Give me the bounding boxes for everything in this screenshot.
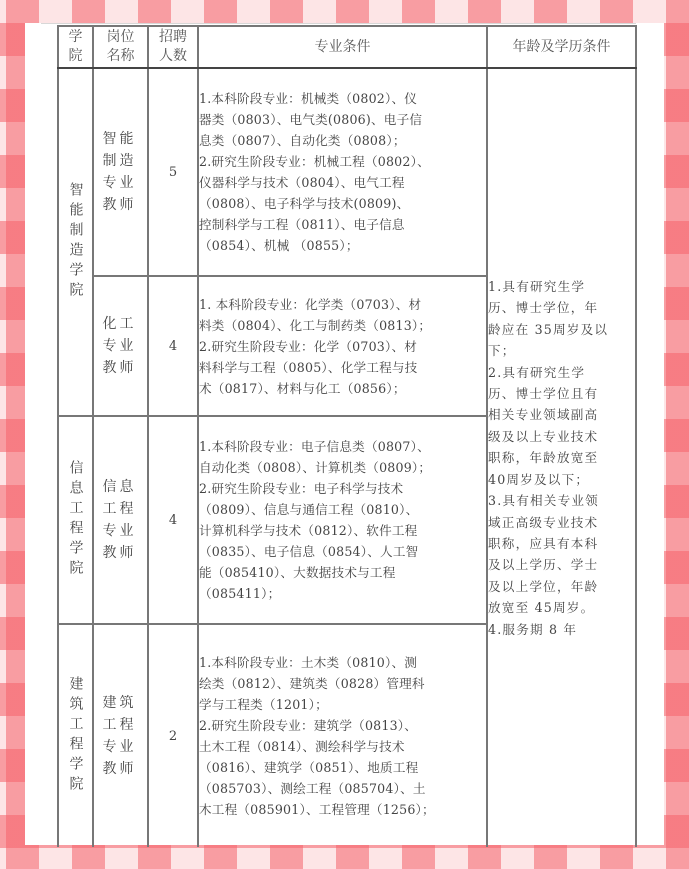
header-position: 岗位 名称 — [93, 26, 148, 68]
position-cell — [93, 416, 148, 624]
count-cell: 4 — [148, 276, 198, 416]
position-name: 信息 工程 专业 教师 — [102, 479, 137, 561]
document-card — [25, 23, 664, 845]
recruitment-table — [57, 25, 637, 847]
count-cell: 4 — [148, 416, 198, 624]
count-cell: 5 — [148, 68, 198, 276]
position-name: 化工 专业 教师 — [102, 316, 137, 376]
header-college: 学 院 — [58, 26, 93, 68]
major-cell: 1. 本科阶段专业：化学类（0703）、材 料类（0804）、化工与制药类（0813）； 2.研究生阶段专业：化学（0703）、材 料科学与工程（0805）、化学工程与技 术（0817）、材料与化工（0856）； — [198, 276, 487, 416]
position-cell — [93, 276, 148, 416]
college-cell — [58, 68, 93, 416]
major-cell: 1.本科阶段专业：机械类（0802）、仪 器类（0803）、电气类(0806)、电子信 息类（0807）、自动化类（0808）； 2.研究生阶段专业：机械工程（0802）、 仪器科学与技术（0804）、电气工程 （0808）、电子科学与技术(0809)、 控制科学与工程（0811）、电子信息 （0854）、机械 （0855）； — [198, 68, 487, 276]
age-education-cell: 1.具有研究生学 历、博士学位，年 龄应在 35周岁及以 下； 2.具有研究生学 历、博士学位且有 相关专业领域副高 级及以上专业技术 职称，年龄放宽至 40周岁及以下； 3.具有相关专业领 域正高级专业技术 职称，应具有本科 及以上学历、学士 及以上学位，年龄 放宽至 45周岁。 4.服务期 8 年 — [487, 68, 636, 847]
position-name: 智能 制造 专业 教师 — [102, 131, 137, 213]
position-cell — [93, 624, 148, 847]
position-name: 建筑 工程 专业 教师 — [102, 695, 137, 777]
count-cell: 2 — [148, 624, 198, 847]
header-age-edu: 年龄及学历条件 — [487, 26, 636, 68]
major-cell: 1.本科阶段专业：电子信息类（0807）、 自动化类（0808）、计算机类（0809）； 2.研究生阶段专业：电子科学与技术 （0809）、信息与通信工程（0810）、 计算机科学与技术（0812）、软件工程 （0835）、电子信息（0854）、人工智 能（085410）、大数据技术与工程 （085411）； — [198, 416, 487, 624]
major-cell: 1.本科阶段专业：土木类（0810）、测 绘类（0812）、建筑类（0828）管理科 学与工程类（1201）； 2.研究生阶段专业：建筑学（0813）、 土木工程（0814）、测绘科学与技术 （0816）、建筑学（0851）、地质工程 （085703）、测绘工程（085704）、土 木工程（085901）、工程管理（1256）； — [198, 624, 487, 847]
college-name: 建筑工程学院 — [67, 676, 84, 796]
header-count: 招聘 人数 — [148, 26, 198, 68]
table-row — [58, 68, 636, 276]
college-cell — [58, 624, 93, 847]
position-cell — [93, 68, 148, 276]
college-name: 信息工程学院 — [67, 460, 84, 580]
college-cell — [58, 416, 93, 624]
table-header-row — [58, 26, 636, 68]
college-name: 智能制造学院 — [67, 182, 84, 302]
header-major: 专业条件 — [198, 26, 487, 68]
